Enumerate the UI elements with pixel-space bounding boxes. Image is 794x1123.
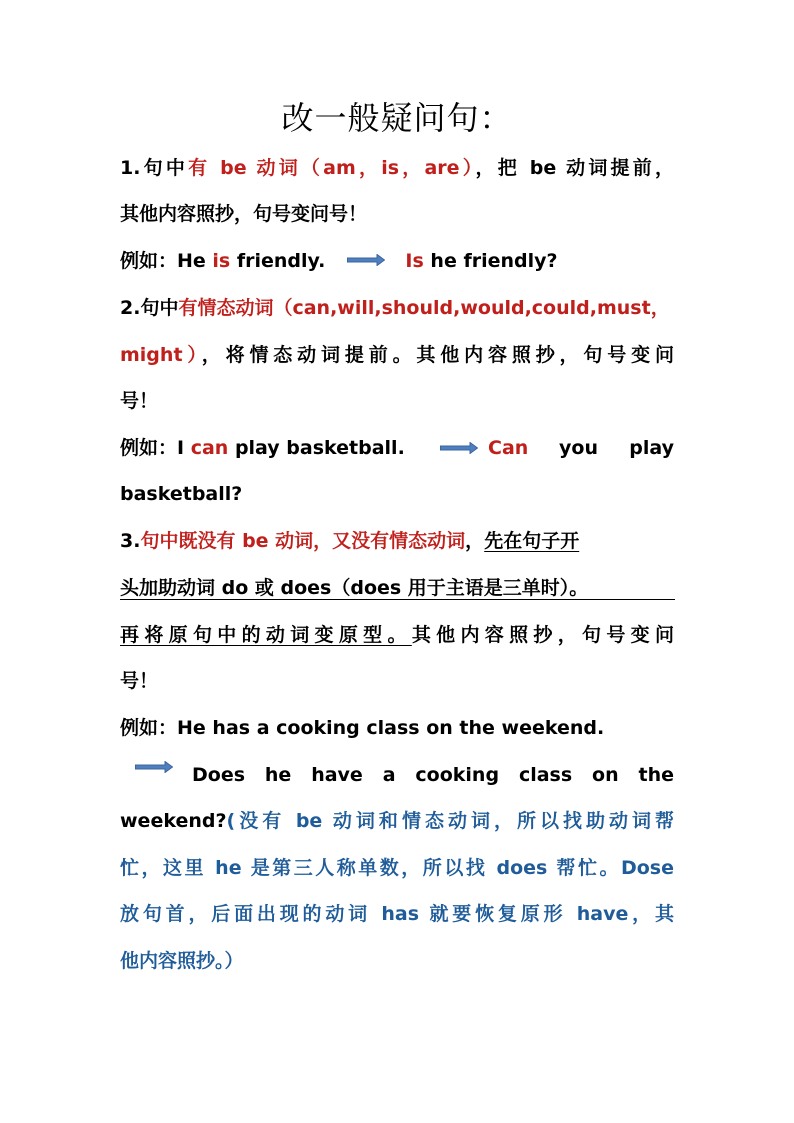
answer-word: Does (192, 764, 246, 786)
rule-3-highlight: 句中既没有 be 动词，又没有情态动词 (140, 530, 466, 552)
example-3-answer-line-2 (120, 803, 674, 839)
example-2-word: you (559, 437, 598, 459)
rule-1-text: ，把 be 动词提前， (475, 157, 674, 179)
example-1: 例如：He is friendly. Is he friendly? (120, 250, 558, 272)
answer-word: a (382, 764, 396, 786)
example-2-verb: can (190, 437, 229, 459)
explanation-note-line-4: 他内容照抄。） (120, 950, 244, 972)
answer-word: have (311, 764, 363, 786)
page-title: 改一般疑问句： (281, 99, 513, 137)
rule-2-prefix: 2.句中 (120, 297, 179, 319)
rule-3-line-3: 再将原句中的动词变原型。其他内容照抄，句号变问 (120, 624, 674, 646)
rule-2-highlight: 有情态动词（can,will,should,would,could,must， (178, 297, 670, 319)
answer-word: class (518, 764, 573, 786)
rule-2-line-3: 号！ (120, 390, 159, 412)
example-1-verb: is (212, 250, 231, 272)
example-3-label: 例如： (120, 717, 178, 739)
example-2-question-verb: Can (488, 437, 529, 459)
answer-word: he (264, 764, 292, 786)
answer-word: the (638, 764, 674, 786)
right-arrow-icon (135, 761, 173, 773)
example-3-answer-line-1 (192, 757, 674, 793)
rule-1-highlight: 有 be 动词（am，is，are） (188, 157, 476, 179)
rule-3-prefix: 3. (120, 530, 141, 552)
answer-end: weekend? (120, 810, 227, 832)
rule-3-line-1: 3.句中既没有 be 动词，又没有情态动词，先在句子开 (120, 530, 580, 552)
rule-2-line-2 (120, 337, 674, 373)
example-1-question-verb: Is (405, 250, 424, 272)
rule-3-underlined: 再将原句中的动词变原型。 (120, 624, 412, 646)
example-2-word: play (629, 437, 674, 459)
rule-3-line-4: 号！ (120, 670, 159, 692)
explanation-note: (没有 be 动词和情态动词，所以找助动词帮 (226, 810, 674, 832)
answer-word: on (592, 764, 619, 786)
underline-rule (120, 599, 675, 600)
rule-2-text: ，将情态动词提前。其他内容照抄，句号变问 (201, 344, 674, 366)
example-1-label: 例如： (120, 250, 178, 272)
rule-1-prefix: 1.句中 (120, 157, 189, 179)
example-2-label: 例如： (120, 437, 178, 459)
rule-2-highlight-cont: might） (120, 344, 202, 366)
right-arrow-icon (347, 254, 385, 266)
example-2-line-2: basketball? (120, 483, 243, 505)
example-3-sentence: He has a cooking class on the weekend. (177, 717, 605, 739)
answer-word: cooking (415, 764, 500, 786)
rule-3-line-2: 头加助动词 do 或 does（does 用于主语是三单时）。 (120, 577, 589, 599)
explanation-note-line-2: 忙，这里 he 是第三人称单数，所以找 does 帮忙。Dose (120, 857, 674, 879)
right-arrow-icon (440, 442, 478, 454)
rule-2-line-1 (120, 290, 674, 326)
rule-3-underlined: 先在句子开 (484, 530, 580, 552)
explanation-note-line-3: 放句首，后面出现的动词 has 就要恢复原形 have，其 (120, 903, 674, 925)
example-3-line-1 (120, 710, 674, 746)
rule-1-line-1 (120, 150, 674, 186)
example-2-line-1: 例如：I can play basketball. Can you play (120, 430, 674, 466)
rule-1-line-2: 其他内容照抄，句号变问号！ (120, 203, 368, 225)
